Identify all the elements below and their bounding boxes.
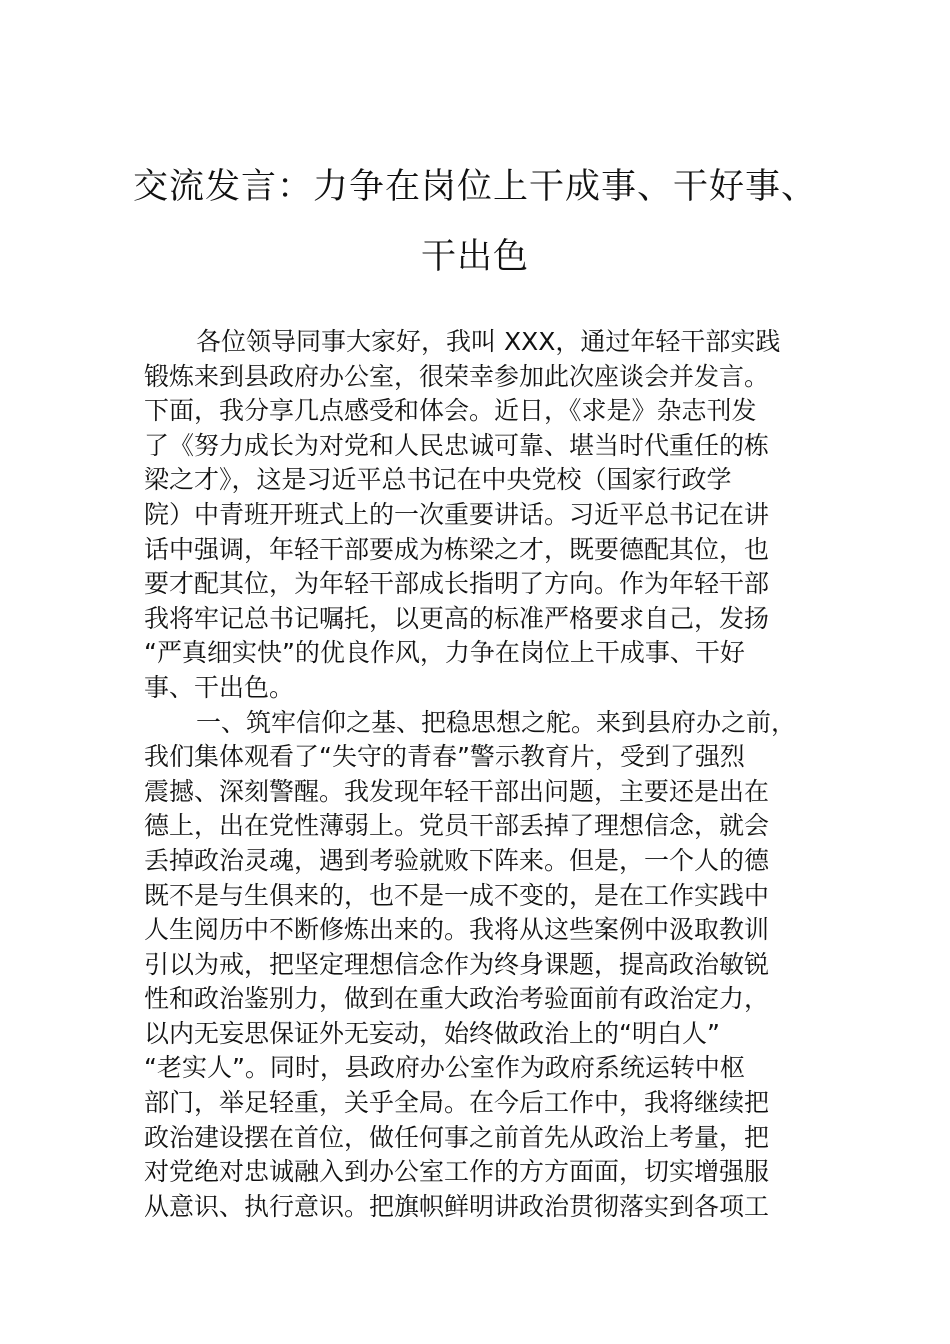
paragraph-line: 对党绝对忠诚融入到办公室工作的方方面面，切实增强服 [144,1157,770,1187]
paragraph-line: 丢掉政治灵魂，遇到考验就败下阵来。但是，一个人的德 [144,845,770,875]
paragraph-line: 震撼、深刻警醒。我发现年轻干部出问题，主要还是出在 [144,776,770,806]
paragraph-line: 各位领导同事大家好，我叫 XXX，通过年轻干部实践 [196,327,781,356]
paragraph-line: 我将牢记总书记嘱托，以更高的标准严格要求自己，发扬 [144,603,770,633]
paragraph-line: 以内无妄思保证外无妄动，始终做政治上的“明白人” [144,1018,720,1048]
paragraph-line: “严真细实快”的优良作风，力争在岗位上干成事、干好 [144,638,745,668]
document-title [130,152,820,292]
paragraph-line: 一、筑牢信仰之基、把稳思想之舵。来到县府办之前， [196,707,797,737]
paragraph-line: 德上，出在党性薄弱上。党员干部丢掉了理想信念，就会 [144,811,770,841]
paragraph-line: 部门，举足轻重，关乎全局。在今后工作中，我将继续把 [144,1088,770,1118]
paragraph-line: 话中强调，年轻干部要成为栋梁之才，既要德配其位，也 [144,534,770,564]
title-line-1: 交流发言：力争在岗位上干成事、干好事、 [132,167,817,207]
title-line-2: 干出色 [420,237,529,277]
paragraph-line: 院）中青班开班式上的一次重要讲话。习近平总书记在讲 [144,499,770,529]
paragraph-line: 从意识、执行意识。把旗帜鲜明讲政治贯彻落实到各项工 [144,1191,770,1221]
paragraph-line: 锻炼来到县政府办公室，很荣幸参加此次座谈会并发言。 [144,361,770,391]
paragraph-line: 政治建设摆在首位，做任何事之前首先从政治上考量，把 [144,1122,770,1152]
paragraph-line: 既不是与生俱来的，也不是一成不变的，是在工作实践中 [144,880,770,910]
paragraph-line: 事、干出色。 [144,672,295,702]
paragraph-line: 引以为戒，把坚定理想信念作为终身课题，提高政治敏锐 [144,949,770,979]
paragraph-line: 梁之才》，这是习近平总书记在中央党校（国家行政学 [144,465,732,495]
paragraph-line: 了《努力成长为对党和人民忠诚可靠、堪当时代重任的栋 [144,430,770,460]
paragraph-line: 性和政治鉴别力，做到在重大政治考验面前有政治定力， [144,984,770,1014]
paragraph-line: 人生阅历中不断修炼出来的。我将从这些案例中汲取教训 [144,915,770,945]
paragraph-line: “老实人”。同时，县政府办公室作为政府系统运转中枢 [144,1053,745,1083]
paragraph-line: 下面，我分享几点感受和体会。近日，《求是》杂志刊发 [144,396,757,426]
paragraph-line: 要才配其位，为年轻干部成长指明了方向。作为年轻干部 [144,569,770,599]
paragraph-line: 我们集体观看了“失守的青春”警示教育片，受到了强烈 [144,742,745,772]
document-body [144,325,834,1224]
